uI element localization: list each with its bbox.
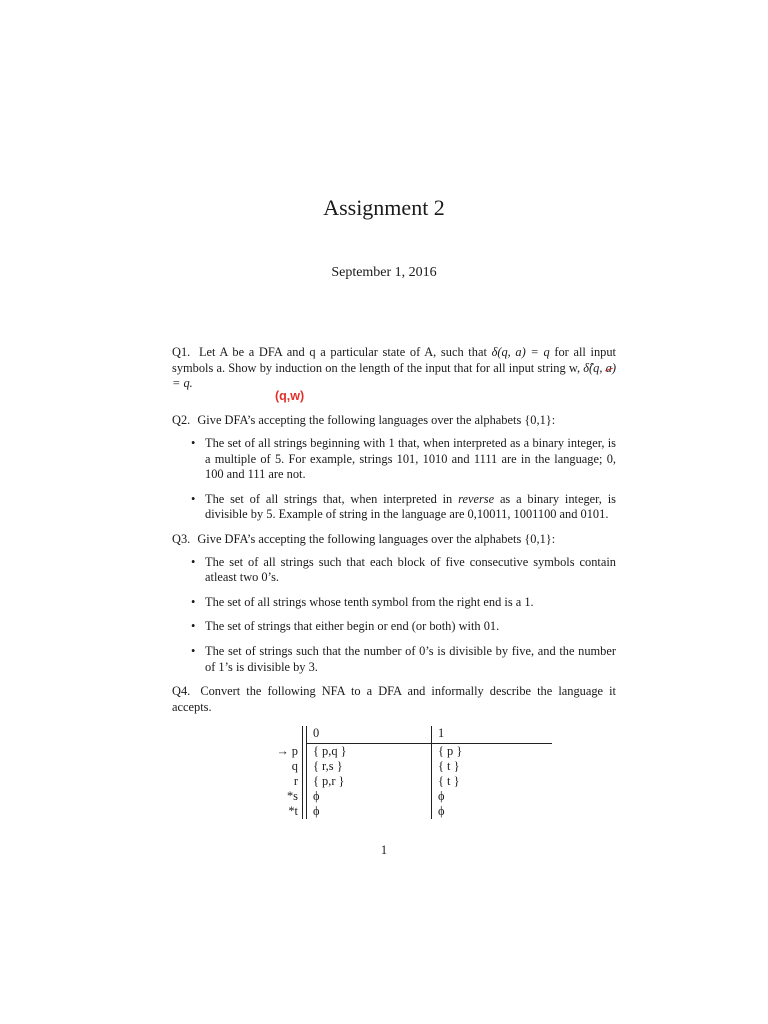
table-cell-state: r [293, 774, 298, 788]
table-cell: { p,r } [313, 774, 345, 788]
question-label: Q1. [172, 345, 191, 359]
table-cell-state: → p [276, 743, 298, 758]
table-cell: ϕ [313, 789, 320, 803]
list-item-text: as a binary integer, is divisible by 5. Example of string in the language are 0,10011, 1001100 and 0101. [205, 491, 616, 522]
table-row [172, 804, 552, 819]
question-label: Q2. [172, 413, 191, 428]
table-cell: ϕ [438, 804, 445, 818]
question-text: Convert the following NFA to a DFA and informally describe the language it accepts. [172, 684, 616, 714]
table-header-row [172, 726, 552, 744]
bullet-icon: • [191, 491, 196, 506]
bullet-icon: • [191, 435, 196, 450]
table-cell: { p } [438, 744, 463, 758]
page-title: Assignment 2 [323, 195, 445, 220]
list-item-text: The set of strings such that the number of 0’s is divisible by five, and the number of 1’s is divisible by 3. [205, 643, 616, 674]
question-text: for all input symbols a. Show by induction on the length of the input that for all input string w, [172, 345, 616, 375]
nfa-transition-table [172, 726, 552, 819]
table-row [172, 774, 552, 789]
table-cell: { r,s } [313, 759, 343, 773]
list-item-text: The set of all strings beginning with 1 that, when interpreted as a binary integer, is a multiple of 5. For example, strings 101, 1010 and 1111 are in the language; 0, 100 and 111 are not. [205, 435, 616, 482]
table-row [172, 789, 552, 804]
page-number: 1 [380, 843, 388, 857]
list-item [172, 619, 616, 635]
table-cell-state: q [291, 759, 298, 773]
bullet-icon: • [191, 619, 196, 634]
list-item-text: The set of strings that either begin or end (or both) with 01. [205, 619, 500, 634]
table-row [172, 759, 552, 774]
list-item [172, 555, 616, 586]
question-text: Give DFA’s accepting the following languages over the alphabets {0,1}: [197, 531, 556, 546]
bullet-list [172, 555, 616, 676]
questions [172, 345, 616, 724]
list-item-text: The set of all strings whose tenth symbol from the right end is a 1. [205, 594, 534, 609]
list-item [172, 644, 616, 675]
table-cell: ϕ [438, 789, 445, 803]
struck-symbol: a [605, 360, 612, 375]
bullet-icon: • [191, 554, 196, 569]
list-item [172, 595, 616, 611]
emphasis: reverse [458, 491, 495, 506]
list-item-text: The set of all strings that, when interpreted in [205, 491, 453, 506]
math-expression: δ(q, a) = q [491, 345, 550, 359]
bullet-list [172, 436, 616, 523]
question-3 [172, 532, 616, 675]
table-cell: { t } [438, 759, 460, 773]
bullet-icon: • [191, 643, 196, 658]
handwritten-annotation: (q,w) [275, 388, 305, 403]
list-item [172, 492, 616, 523]
table-cell: { p,q } [313, 744, 347, 758]
question-label: Q3. [172, 531, 191, 546]
bullet-icon: • [191, 594, 196, 609]
document-date: September 1, 2016 [331, 265, 437, 280]
question-text: Give DFA’s accepting the following languages over the alphabets {0,1}: [197, 413, 556, 428]
table-cell: { t } [438, 774, 460, 788]
question-1 [172, 345, 616, 404]
table-header-cell: 0 [307, 726, 432, 744]
table-cell-state: *t [288, 804, 298, 818]
question-text: Let A be a DFA and q a particular state of A, such that [198, 345, 487, 359]
math-part: ) = q. [172, 360, 616, 391]
table-cell: ϕ [313, 804, 320, 818]
math-part: δ̂(q, [583, 360, 606, 375]
table-cell-state: *s [286, 789, 298, 803]
table-row [172, 744, 552, 760]
list-item [172, 436, 616, 483]
question-4 [172, 684, 616, 715]
question-label: Q4. [172, 684, 191, 699]
list-item-text: The set of all strings such that each block of five consecutive symbols contain atleast two 0’s. [205, 554, 616, 585]
table-header-cell [172, 726, 303, 744]
table-header-cell: 1 [432, 726, 552, 744]
question-2 [172, 413, 616, 523]
